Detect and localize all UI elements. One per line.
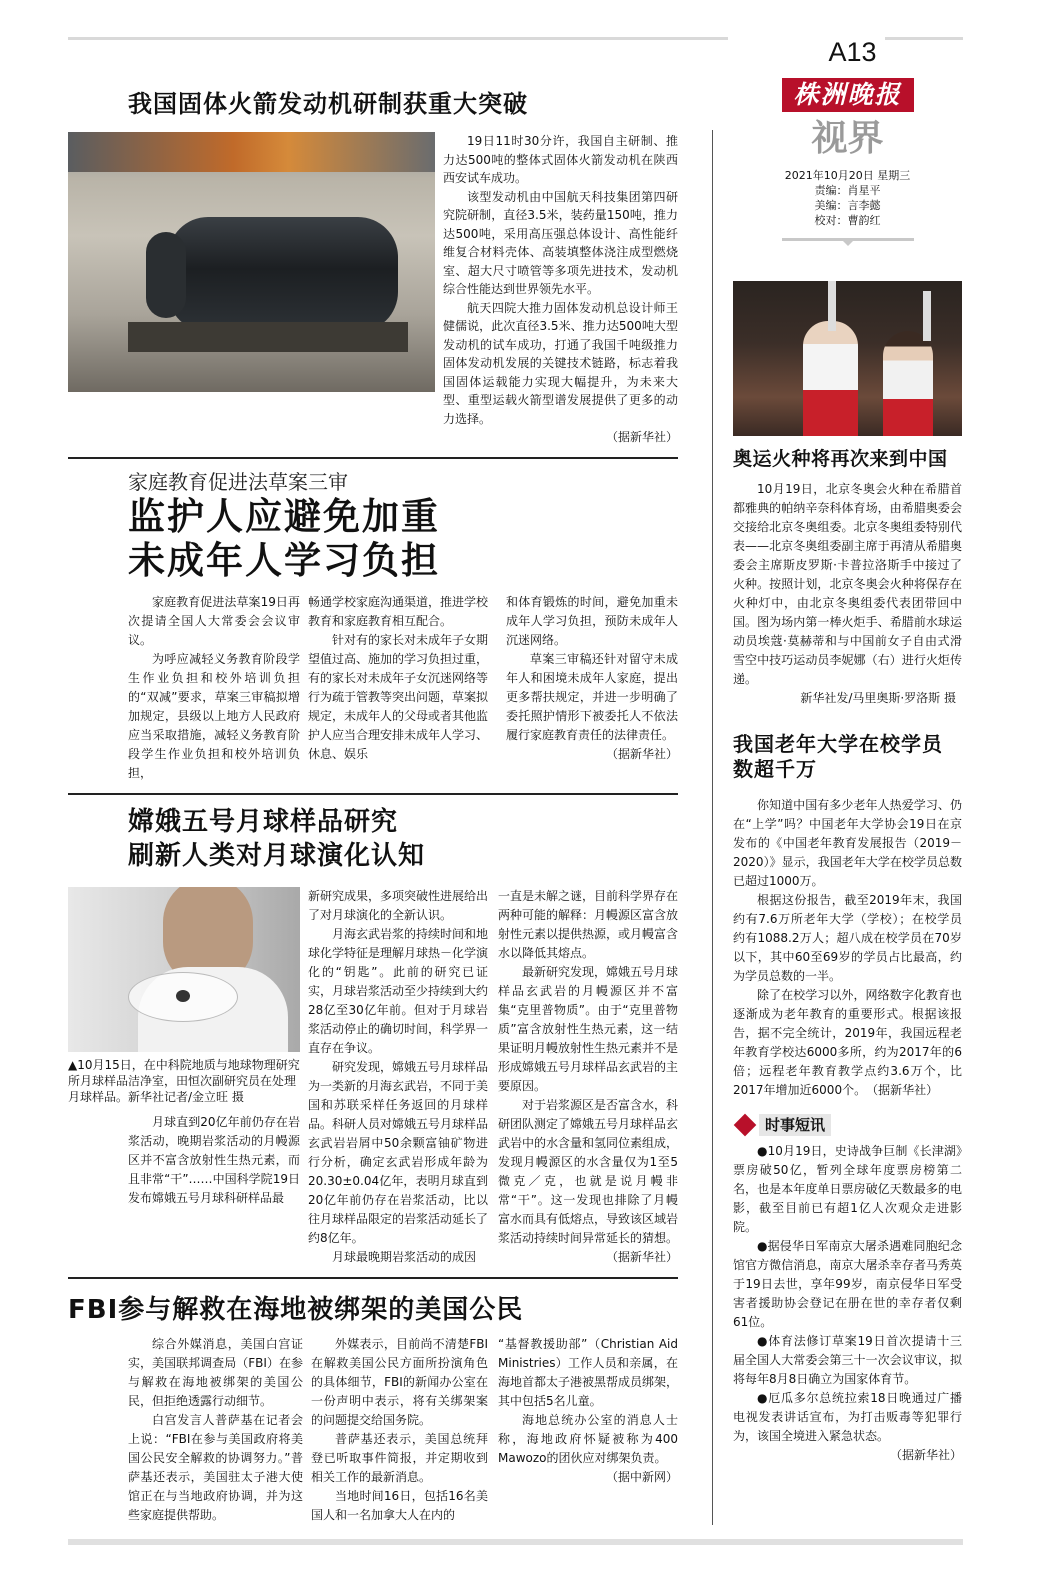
paragraph: 海地总统办公室的消息人士称，海地政府怀疑被称为400 Mawozo的团伙应对绑架负责。 <box>498 1412 678 1465</box>
paragraph: 新研究成果，多项突破性进展给出了对月球演化的全新认识。 <box>308 888 489 922</box>
change-col <box>308 887 488 1267</box>
paragraph: 白宫发言人普萨基在记者会上说：“FBI在参与美国政府将美国公民安全解救的协调努力。”普萨基还表示，美国驻太子港大使馆正在与当地政府协调，并为这些家庭提供帮助。 <box>128 1412 303 1522</box>
paragraph: 对于岩浆源区是否富含水，科研团队测定了嫦娥五号月球样品玄武岩中的水含量和氢同位素组成，发现月幔源区的水含量仅为1至5微克／克，也就是说月幔非常“干”。这一发现也排除了月幔富水而具有低熔点，导致该区域岩浆活动持续时间异常延长的猜想。 <box>498 1097 679 1245</box>
elderly-headline: 我国老年大学在校学员数超千万 <box>733 732 943 781</box>
paragraph: 你知道中国有多少老年人热爱学习、仍在“上学”吗？中国老年大学协会19日在京发布的《中国老年教育发展报告（2019－2020）》显示，我国老年大学在校学员总数已超过1000万。 <box>733 798 962 888</box>
olympic-torch-photo <box>733 281 962 436</box>
chevron-divider-icon <box>782 238 914 241</box>
brief-item: ●体育法修订草案19日首次提请十三届全国人大常委会第三十一次会议审议，拟将每年8月8日确立为国家体育节。 <box>733 1334 962 1386</box>
main-column <box>68 36 678 1525</box>
column-divider <box>712 130 713 1525</box>
paragraph: 最新研究发现，嫦娥五号月球样品玄武岩的月幔源区并不富集“克里普物质”。由于“克里普物质”富含放射性生热元素，这一结果证明月幔放射性生热元素并不是形成嫦娥五号月球样品玄武岩的主要原因。 <box>498 964 679 1093</box>
headline-line: 未成年人学习负担 <box>128 538 440 582</box>
paragraph: 月球最晚期岩浆活动的成因 <box>332 1249 477 1264</box>
paragraph <box>733 986 962 1100</box>
rocket-engine-photo <box>68 132 435 392</box>
section-title: 视界 <box>811 117 884 159</box>
paragraph: 航天四院大推力固体发动机总设计师王健儒说，此次直径3.5米、推力达500吨大型发动机的试车成功，打通了我国千吨级推力固体发动机发展的关键技术链路，标志着我国固体运载能力实现大幅提升，为未来大型、重型运载火箭型谱发展提供了更多的动力选择。 <box>443 300 678 426</box>
paper-logo: 株洲晚报 <box>782 78 914 112</box>
paragraph: 针对有的家长对未成年子女期望值过高、施加的学习负担过重，有的家长对未成年子女沉迷网络等行为疏于管教等突出问题，草案拟规定，未成年人的父母或者其他监护人应当合理安排未成年人学习、休息、娱乐 <box>308 632 489 761</box>
paragraph: 19日11时30分许，我国自主研制、推力达500吨的整体式固体火箭发动机在陕西西安试车成功。 <box>443 134 678 185</box>
right-column <box>733 36 962 1465</box>
headline-line: 监护人应避免加重 <box>128 494 440 538</box>
paragraph: 畅通学校家庭沟通渠道，推进学校教育和家庭教育相互配合。 <box>308 594 489 628</box>
paragraph: 草案三审稿还针对留守未成年人和困境未成年人家庭，提出更多帮扶规定，并进一步明确了委托照护情形下被委托人不依法履行家庭教育责任的法律责任。 <box>506 651 678 742</box>
paragraph: 综合外媒消息，美国白宫证实，美国联邦调查局（FBI）在参与解救在海地被绑架的美国公民，但拒绝透露行动细节。 <box>128 1336 303 1408</box>
fbi-col <box>498 1335 678 1487</box>
change-first-column <box>68 887 300 1208</box>
fbi-headline: FBI参与解救在海地被绑架的美国公民 <box>68 1294 524 1325</box>
date: 2021年10月20日 星期三 <box>784 169 911 182</box>
source-credit: （据新华社） <box>605 1249 678 1264</box>
bottom-rule <box>68 1539 963 1545</box>
rocket-body <box>443 132 678 447</box>
paragraph: 10月19日，北京冬奥会火种在希腊首都雅典的帕纳辛奈科体育场，由希腊奥委会交接给北京冬奥组委。北京冬奥组委特别代表——北京冬奥组委副主席于再清从希腊奥委会主席斯皮罗斯·卡普拉洛斯手中接过了火种。按照计划，北京冬奥会火种将保存在火种灯中，由北京冬奥组委代表团带回中国。图为场内第一棒火炬手、希腊前水球运动员埃蔻·莫赫蒂和与中国前女子自由式滑雪空中技巧运动员李妮娜（右）进行火炬传递。 <box>733 482 962 686</box>
paragraph: 外媒表示，目前尚不清楚FBI在解救美国公民方面所扮演角色的具体细节，FBI的新闻办公室在一份声明中表示，将有关绑架案的问题提交给国务院。 <box>311 1336 488 1427</box>
paragraph: 根据这份报告，截至2019年末，我国约有7.6万所老年大学（学校）；在校学员约有1088.2万人；超八成在校学员在70岁以下，其中60至69岁的学员占比最高，约为学员总数的一半。 <box>733 893 962 983</box>
rocket-headline: 我国固体火箭发动机研制获重大突破 <box>128 90 528 118</box>
page-number: A13 <box>828 37 877 67</box>
family-col <box>128 593 300 783</box>
fbi-col <box>128 1335 303 1525</box>
source-credit: （据新华社） <box>872 1083 939 1097</box>
paragraph: 月球直到20亿年前仍存在岩浆活动，晚期岩浆活动的月幔源区并不富含放射性生热元素，而且非常“干”……中国科学院19日发布嫦娥五号月球科研样品最 <box>128 1114 300 1205</box>
paragraph: 月海玄武岩浆的持续时间和地球化学特征是理解月球热－化学演化的“钥匙”。此前的研究已证实，月球岩浆活动至少持续到大约28亿至30亿年前。但对于月球岩浆活动停止的确切时间，科学界一直存在争议。 <box>308 926 489 1055</box>
olympic-headline: 奥运火种将再次来到中国 <box>733 448 948 470</box>
source-credit: （据新华社） <box>605 746 678 761</box>
section-rule <box>68 793 678 795</box>
paragraph-text: 除了在校学习以外，网络数字化教育也逐渐成为老年教育的重要形式。根据该报告，据不完全统计，2019年，我国远程老年教育学校达6000多所，约为2017年的6倍；远程老年教育教学点约3.6万个，比2017年增加近6000个。 <box>733 988 962 1097</box>
editor: 责编：肖星平 <box>814 184 881 197</box>
source-credit: （据中新网） <box>605 1469 678 1484</box>
family-headline <box>128 495 678 583</box>
change-headline <box>128 805 678 873</box>
paragraph: 普萨基还表示，美国总统拜登已听取事件简报，并定期收到相关工作的最新消息。 <box>311 1431 488 1484</box>
photo-caption: ▲10月15日，在中科院地质与地球物理研究所月球样品洁净室，田恒次副研究员在处理月球样品。新华社记者/金立旺 摄 <box>68 1057 300 1104</box>
brief-item: ●10月19日，史诗战争巨制《长津湖》票房破50亿，暂列全球年度票房榜第二名，也是本年度单日票房破亿天数最多的电影，截至目前已有超1亿人次观众走进影院。 <box>733 1144 962 1234</box>
edition-info <box>733 168 962 228</box>
headline-line: 嫦娥五号月球样品研究 <box>128 806 399 837</box>
paragraph: 为呼应减轻义务教育阶段学生作业负担和校外培训负担的“双减”要求，草案三审稿拟增加规定，县级以上地方人民政府应当采取措施，减轻义务教育阶段学生作业负担和校外培训负担， <box>128 651 300 780</box>
brief-item: ●据侵华日军南京大屠杀遇难同胞纪念馆官方微信消息，南京大屠杀幸存者马秀英于19日去世，享年99岁，南京侵华日军受害者援助协会登记在册在世的幸存者仅剩61位。 <box>733 1239 962 1329</box>
brief-item: ●厄瓜多尔总统拉索18日晚通过广播电视发表讲话宣布，为打击贩毒等犯罪行为，该国全境进入紧急状态。 <box>733 1391 962 1443</box>
elderly-body <box>733 796 962 1100</box>
headline-line: 刷新人类对月球演化认知 <box>128 840 426 871</box>
designer: 美编：言李懿 <box>814 199 881 212</box>
change-col <box>128 1113 300 1208</box>
family-kicker: 家庭教育促进法草案三审 <box>128 469 348 494</box>
photo-credit: 新华社发/马里奥斯·罗洛斯 摄 <box>800 691 956 705</box>
change-col <box>498 887 678 1267</box>
source-credit: （据新华社） <box>605 430 678 444</box>
olympic-body <box>733 480 962 708</box>
section-rule <box>68 457 678 459</box>
paragraph: 研究发现，嫦娥五号月球样品为一类新的月海玄武岩，不同于美国和苏联采样任务返回的月球样品。科研人员对嫦娥五号月球样品玄武岩岩屑中50余颗富铀矿物进行分析，确定玄武岩形成年龄为20.30±0.04亿年，表明月球直到20亿年前仍存在岩浆活动，比以往月球样品限定的岩浆活动延长了约8亿年。 <box>308 1059 489 1245</box>
paragraph: 当地时间16日，包括16名美国人和一名加拿大人在内的 <box>311 1488 488 1522</box>
family-col <box>308 593 488 764</box>
paragraph: 和体育锻炼的时间，避免加重未成年人学习负担，预防未成年人沉迷网络。 <box>506 594 678 647</box>
section-rule <box>68 1277 678 1279</box>
briefs-header <box>733 1114 962 1136</box>
proofreader: 校对：曹韵红 <box>814 214 881 227</box>
paragraph: 家庭教育促进法草案19日再次提请全国人大常委会会议审议。 <box>128 594 300 647</box>
source-credit: （据新华社） <box>889 1448 962 1462</box>
fbi-col <box>311 1335 488 1525</box>
briefs-list <box>733 1142 962 1465</box>
tag-icon <box>734 1114 757 1137</box>
briefs-title: 时事短讯 <box>759 1114 831 1136</box>
paragraph: “基督教援助部”（Christian Aid Ministries）工作人员和亲属，在海地首都太子港被黑帮成员绑架，其中包括5名儿童。 <box>498 1336 679 1408</box>
lunar-sample-photo <box>68 887 300 1052</box>
paragraph: 一直是未解之谜，目前科学界存在两种可能的解释：月幔源区富含放射性元素以提供热源，或月幔富含水以降低其熔点。 <box>498 888 679 960</box>
paragraph: 该型发动机由中国航天科技集团第四研究院研制，直径3.5米，装药量150吨，推力达500吨，采用高压强总体设计、高性能纤维复合材料壳体、高装填整体浇注成型燃烧室、超大尺寸喷管等多项先进技术，发动机综合性能达到世界领先水平。 <box>443 189 678 296</box>
masthead <box>733 36 962 241</box>
family-col <box>506 593 678 764</box>
